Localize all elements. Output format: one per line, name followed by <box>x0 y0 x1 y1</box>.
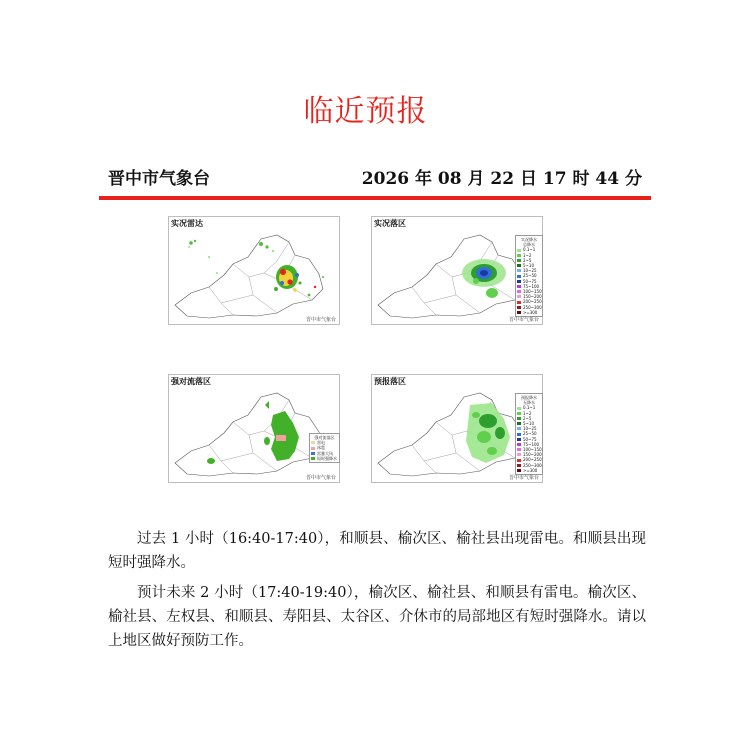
legend-swatch <box>517 412 521 415</box>
legend-label: 1~2 <box>523 410 532 416</box>
legend-title: 实况降水 <box>521 237 537 242</box>
panel-title: 预报落区 <box>374 377 406 386</box>
legend-label: 雷电 <box>317 440 325 446</box>
legend-label: 100~150 <box>523 447 542 453</box>
legend-label: 150~200 <box>523 294 542 300</box>
legend-swatch <box>517 259 521 262</box>
legend-label: 冰雹 <box>317 445 325 451</box>
legend-label: >=300 <box>523 309 538 315</box>
panel-footer: 晋中市气象台 <box>508 317 539 323</box>
legend-swatch <box>517 280 521 283</box>
legend-label: 5~10 <box>523 421 534 427</box>
legend-swatch <box>517 443 521 446</box>
forecast-rain-map-panel <box>371 374 543 483</box>
legend-swatch <box>517 464 521 467</box>
legend-label: 250~300 <box>523 462 542 468</box>
legend-swatch <box>311 441 315 444</box>
legend-item <box>517 310 541 315</box>
legend-swatch <box>517 433 521 436</box>
legend-label: 5~10 <box>523 263 534 269</box>
body-paragraph-observed: 过去 1 小时（16:40-17:40），和顺县、榆次区、榆社县出现雷电。和顺县出现短时强降水。 <box>108 531 646 571</box>
forecast-rain-legend <box>515 393 543 475</box>
convection-map <box>169 375 339 482</box>
radar-map <box>169 217 339 324</box>
document-title: 临近预报 <box>303 94 428 129</box>
legend-swatch <box>517 448 521 451</box>
panel-footer: 晋中市气象台 <box>305 475 336 481</box>
observed-rain-legend <box>515 235 543 317</box>
header-divider <box>99 196 651 200</box>
legend-label: 200~250 <box>523 299 542 305</box>
legend-label: 150~200 <box>523 452 542 458</box>
legend-subtitle: 总降水 <box>523 242 535 248</box>
legend-subtitle: 无降水 <box>523 400 535 406</box>
legend-swatch <box>517 269 521 272</box>
legend-swatch <box>517 311 521 314</box>
legend-swatch <box>517 290 521 293</box>
legend-label: 10~25 <box>523 426 537 432</box>
legend-swatch <box>517 427 521 430</box>
legend-swatch <box>517 301 521 304</box>
panel-title: 实况雷达 <box>171 219 203 228</box>
panel-footer: 晋中市气象台 <box>305 317 336 323</box>
legend-label: 75~100 <box>523 283 540 289</box>
legend-label: 10~25 <box>523 268 537 274</box>
panel-footer: 晋中市气象台 <box>508 475 539 481</box>
observed-rain-map-panel <box>371 216 543 325</box>
issue-datetime: 2026 年 08 月 22 日 17 时 44 分 <box>361 169 642 189</box>
legend-label: 0.1~1 <box>523 247 536 253</box>
legend-label: 100~150 <box>523 289 542 295</box>
radar-map-panel <box>168 216 340 325</box>
legend-title: 强对流落区 <box>314 435 335 440</box>
legend-items <box>311 440 338 461</box>
legend-label: 短时强降水 <box>317 455 337 461</box>
legend-label: 1~2 <box>523 252 532 258</box>
legend-label: 2~5 <box>523 415 532 421</box>
panel-title: 实况落区 <box>374 219 406 228</box>
body-paragraph-forecast: 预计未来 2 小时（17:40-19:40），榆次区、榆社县、和顺县有雷电。榆次区、榆社县、左权县、和顺县、寿阳县、太谷区、介休市的局部地区有短时强降水。请以上地区做好预防工作。 <box>108 585 646 649</box>
legend-swatch <box>311 457 315 460</box>
legend-label: 50~75 <box>523 278 537 284</box>
legend-title: 预报降水 <box>521 395 537 400</box>
panel-title: 强对流落区 <box>171 377 211 386</box>
legend-swatch <box>517 459 521 462</box>
legend-swatch <box>517 264 521 267</box>
legend-label: 50~75 <box>523 436 537 442</box>
legend-swatch <box>517 407 521 410</box>
legend-item <box>517 468 541 473</box>
legend-label: 0.1~1 <box>523 405 536 411</box>
legend-label: 25~50 <box>523 273 537 279</box>
legend-swatch <box>311 447 315 450</box>
legend-swatch <box>517 438 521 441</box>
legend-items <box>517 247 541 315</box>
legend-swatch <box>517 417 521 420</box>
legend-label: 2~5 <box>523 257 532 263</box>
legend-swatch <box>517 249 521 252</box>
legend-swatch <box>517 306 521 309</box>
legend-label: 雷暴大风 <box>317 450 333 456</box>
convection-legend <box>309 433 340 463</box>
legend-label: 75~100 <box>523 441 540 447</box>
legend-swatch <box>311 452 315 455</box>
legend-swatch <box>517 254 521 257</box>
legend-label: 200~250 <box>523 457 542 463</box>
legend-swatch <box>517 453 521 456</box>
legend-swatch <box>517 422 521 425</box>
legend-swatch <box>517 469 521 472</box>
legend-items <box>517 405 541 473</box>
header-row <box>108 164 642 190</box>
legend-swatch <box>517 295 521 298</box>
legend-label: 250~300 <box>523 304 542 310</box>
legend-item <box>311 456 338 461</box>
convection-map-panel <box>168 374 340 483</box>
legend-label: 25~50 <box>523 431 537 437</box>
legend-swatch <box>517 285 521 288</box>
legend-label: >=300 <box>523 467 538 473</box>
legend-swatch <box>517 275 521 278</box>
issuer-name: 晋中市气象台 <box>108 169 210 189</box>
